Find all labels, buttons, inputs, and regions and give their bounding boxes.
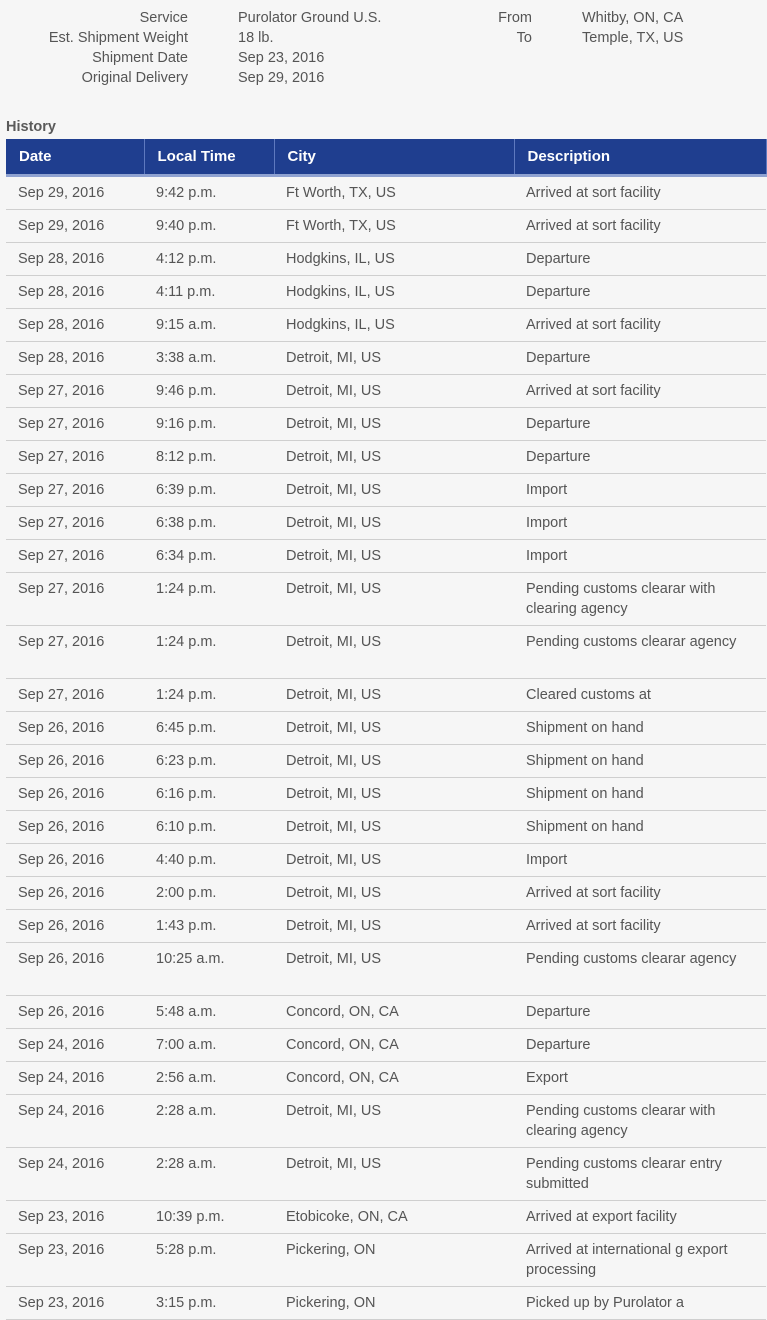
original-delivery-value: Sep 29, 2016: [238, 70, 325, 86]
cell-date: Sep 24, 2016: [6, 1095, 144, 1148]
cell-city: Ft Worth, TX, US: [274, 176, 514, 210]
cell-date: Sep 24, 2016: [6, 1029, 144, 1062]
cell-city: Detroit, MI, US: [274, 811, 514, 844]
cell-description: Import: [514, 844, 766, 877]
col-header-date[interactable]: Date: [6, 139, 144, 176]
cell-local-time: 2:00 p.m.: [144, 877, 274, 910]
cell-local-time: 6:10 p.m.: [144, 811, 274, 844]
to-label: To: [516, 30, 532, 46]
cell-description: Departure: [514, 243, 766, 276]
cell-date: Sep 27, 2016: [6, 540, 144, 573]
cell-date: Sep 26, 2016: [6, 844, 144, 877]
col-header-local-time[interactable]: Local Time: [144, 139, 274, 176]
cell-description: Pending customs clearar agency: [514, 943, 766, 996]
cell-date: Sep 26, 2016: [6, 943, 144, 996]
shipment-summary: [0, 0, 688, 100]
table-row: [6, 309, 766, 342]
cell-local-time: 1:24 p.m.: [144, 626, 274, 679]
cell-city: Detroit, MI, US: [274, 943, 514, 996]
cell-date: Sep 27, 2016: [6, 441, 144, 474]
shipment-date-label: Shipment Date: [92, 50, 188, 66]
cell-date: Sep 29, 2016: [6, 176, 144, 210]
cell-local-time: 4:40 p.m.: [144, 844, 274, 877]
cell-local-time: 6:38 p.m.: [144, 507, 274, 540]
from-label: From: [498, 10, 532, 26]
cell-description: Pending customs clearar agency: [514, 626, 766, 679]
cell-description: Arrived at sort facility: [514, 309, 766, 342]
cell-local-time: 2:28 a.m.: [144, 1095, 274, 1148]
cell-date: Sep 24, 2016: [6, 1148, 144, 1201]
cell-local-time: 2:56 a.m.: [144, 1062, 274, 1095]
cell-local-time: 1:43 p.m.: [144, 910, 274, 943]
table-row: [6, 811, 766, 844]
cell-city: Ft Worth, TX, US: [274, 210, 514, 243]
table-row: [6, 1029, 766, 1062]
table-row: [6, 210, 766, 243]
cell-description: Arrived at sort facility: [514, 910, 766, 943]
table-row: [6, 778, 766, 811]
table-row: [6, 408, 766, 441]
cell-date: Sep 28, 2016: [6, 342, 144, 375]
cell-city: Pickering, ON: [274, 1234, 514, 1287]
cell-city: Detroit, MI, US: [274, 745, 514, 778]
cell-local-time: 3:38 a.m.: [144, 342, 274, 375]
cell-city: Concord, ON, CA: [274, 996, 514, 1029]
cell-date: Sep 28, 2016: [6, 243, 144, 276]
from-value: Whitby, ON, CA: [582, 10, 684, 26]
cell-city: Detroit, MI, US: [274, 910, 514, 943]
table-row: [6, 1148, 766, 1201]
cell-date: Sep 27, 2016: [6, 408, 144, 441]
cell-local-time: 3:15 p.m.: [144, 1287, 274, 1320]
cell-description: Cleared customs at: [514, 679, 766, 712]
cell-city: Hodgkins, IL, US: [274, 243, 514, 276]
cell-local-time: 6:16 p.m.: [144, 778, 274, 811]
cell-description: Departure: [514, 1029, 766, 1062]
table-row: [6, 507, 766, 540]
cell-local-time: 8:12 p.m.: [144, 441, 274, 474]
cell-description: Arrived at international g export processing: [514, 1234, 766, 1287]
history-table: [6, 139, 767, 1320]
cell-description: Export: [514, 1062, 766, 1095]
cell-description: Pending customs clearar entry submitted: [514, 1148, 766, 1201]
service-value: Purolator Ground U.S.: [238, 10, 382, 26]
cell-local-time: 4:12 p.m.: [144, 243, 274, 276]
table-row: [6, 712, 766, 745]
cell-local-time: 9:46 p.m.: [144, 375, 274, 408]
cell-local-time: 10:25 a.m.: [144, 943, 274, 996]
cell-city: Detroit, MI, US: [274, 573, 514, 626]
cell-date: Sep 29, 2016: [6, 210, 144, 243]
cell-date: Sep 26, 2016: [6, 811, 144, 844]
cell-date: Sep 27, 2016: [6, 507, 144, 540]
cell-date: Sep 26, 2016: [6, 712, 144, 745]
history-rows: [6, 176, 766, 1320]
cell-city: Concord, ON, CA: [274, 1062, 514, 1095]
cell-city: Detroit, MI, US: [274, 507, 514, 540]
cell-date: Sep 26, 2016: [6, 996, 144, 1029]
table-row: [6, 243, 766, 276]
cell-date: Sep 27, 2016: [6, 474, 144, 507]
cell-city: Etobicoke, ON, CA: [274, 1201, 514, 1234]
history-header-row: [6, 139, 766, 176]
table-row: [6, 745, 766, 778]
cell-local-time: 5:28 p.m.: [144, 1234, 274, 1287]
table-row: [6, 375, 766, 408]
cell-description: Shipment on hand: [514, 778, 766, 811]
cell-date: Sep 26, 2016: [6, 910, 144, 943]
cell-city: Hodgkins, IL, US: [274, 276, 514, 309]
cell-city: Concord, ON, CA: [274, 1029, 514, 1062]
cell-description: Shipment on hand: [514, 745, 766, 778]
cell-date: Sep 26, 2016: [6, 778, 144, 811]
cell-local-time: 9:15 a.m.: [144, 309, 274, 342]
history-heading: History: [6, 119, 56, 135]
cell-city: Detroit, MI, US: [274, 441, 514, 474]
cell-description: Departure: [514, 342, 766, 375]
cell-city: Detroit, MI, US: [274, 679, 514, 712]
table-row: [6, 474, 766, 507]
cell-city: Detroit, MI, US: [274, 626, 514, 679]
table-row: [6, 1095, 766, 1148]
cell-date: Sep 26, 2016: [6, 745, 144, 778]
table-row: [6, 1201, 766, 1234]
cell-description: Shipment on hand: [514, 811, 766, 844]
cell-local-time: 9:16 p.m.: [144, 408, 274, 441]
cell-city: Detroit, MI, US: [274, 1095, 514, 1148]
weight-value: 18 lb.: [238, 30, 274, 46]
table-row: [6, 342, 766, 375]
cell-date: Sep 27, 2016: [6, 626, 144, 679]
cell-city: Detroit, MI, US: [274, 408, 514, 441]
cell-local-time: 2:28 a.m.: [144, 1148, 274, 1201]
cell-local-time: 1:24 p.m.: [144, 573, 274, 626]
cell-description: Departure: [514, 441, 766, 474]
cell-local-time: 6:45 p.m.: [144, 712, 274, 745]
col-header-description[interactable]: Description: [514, 139, 766, 176]
table-row: [6, 1287, 766, 1320]
cell-local-time: 7:00 a.m.: [144, 1029, 274, 1062]
cell-description: Departure: [514, 996, 766, 1029]
cell-local-time: 6:34 p.m.: [144, 540, 274, 573]
cell-date: Sep 23, 2016: [6, 1201, 144, 1234]
original-delivery-label: Original Delivery: [81, 70, 188, 86]
table-row: [6, 540, 766, 573]
table-row: [6, 877, 766, 910]
col-header-city[interactable]: City: [274, 139, 514, 176]
cell-date: Sep 27, 2016: [6, 679, 144, 712]
table-row: [6, 943, 766, 996]
cell-date: Sep 27, 2016: [6, 375, 144, 408]
cell-city: Detroit, MI, US: [274, 1148, 514, 1201]
cell-city: Hodgkins, IL, US: [274, 309, 514, 342]
cell-local-time: 1:24 p.m.: [144, 679, 274, 712]
cell-local-time: 5:48 a.m.: [144, 996, 274, 1029]
cell-city: Detroit, MI, US: [274, 375, 514, 408]
table-row: [6, 844, 766, 877]
cell-city: Detroit, MI, US: [274, 778, 514, 811]
cell-description: Import: [514, 540, 766, 573]
cell-description: Arrived at sort facility: [514, 375, 766, 408]
table-row: [6, 910, 766, 943]
cell-date: Sep 26, 2016: [6, 877, 144, 910]
cell-local-time: 4:11 p.m.: [144, 276, 274, 309]
table-row: [6, 679, 766, 712]
cell-local-time: 10:39 p.m.: [144, 1201, 274, 1234]
table-row: [6, 573, 766, 626]
cell-city: Detroit, MI, US: [274, 342, 514, 375]
cell-description: Arrived at sort facility: [514, 210, 766, 243]
cell-description: Import: [514, 474, 766, 507]
cell-date: Sep 23, 2016: [6, 1287, 144, 1320]
cell-description: Arrived at export facility: [514, 1201, 766, 1234]
table-row: [6, 276, 766, 309]
cell-date: Sep 27, 2016: [6, 573, 144, 626]
cell-description: Pending customs clearar with clearing agency: [514, 1095, 766, 1148]
cell-date: Sep 23, 2016: [6, 1234, 144, 1287]
weight-label: Est. Shipment Weight: [48, 30, 188, 46]
service-label: Service: [139, 10, 188, 26]
cell-description: Pending customs clearar with clearing agency: [514, 573, 766, 626]
table-row: [6, 441, 766, 474]
cell-date: Sep 28, 2016: [6, 309, 144, 342]
cell-description: Import: [514, 507, 766, 540]
table-row: [6, 1234, 766, 1287]
cell-city: Detroit, MI, US: [274, 877, 514, 910]
history-table-container: [6, 139, 737, 1320]
cell-city: Detroit, MI, US: [274, 844, 514, 877]
table-row: [6, 996, 766, 1029]
table-row: [6, 176, 766, 210]
cell-date: Sep 28, 2016: [6, 276, 144, 309]
shipment-date-value: Sep 23, 2016: [238, 50, 325, 66]
cell-city: Pickering, ON: [274, 1287, 514, 1320]
cell-city: Detroit, MI, US: [274, 540, 514, 573]
cell-city: Detroit, MI, US: [274, 712, 514, 745]
cell-description: Departure: [514, 276, 766, 309]
cell-local-time: 6:39 p.m.: [144, 474, 274, 507]
table-row: [6, 1062, 766, 1095]
cell-description: Departure: [514, 408, 766, 441]
cell-local-time: 9:42 p.m.: [144, 176, 274, 210]
cell-local-time: 6:23 p.m.: [144, 745, 274, 778]
cell-description: Picked up by Purolator a: [514, 1287, 766, 1320]
cell-description: Arrived at sort facility: [514, 877, 766, 910]
cell-city: Detroit, MI, US: [274, 474, 514, 507]
table-row: [6, 626, 766, 679]
cell-local-time: 9:40 p.m.: [144, 210, 274, 243]
to-value: Temple, TX, US: [582, 30, 684, 46]
cell-description: Shipment on hand: [514, 712, 766, 745]
cell-date: Sep 24, 2016: [6, 1062, 144, 1095]
cell-description: Arrived at sort facility: [514, 176, 766, 210]
